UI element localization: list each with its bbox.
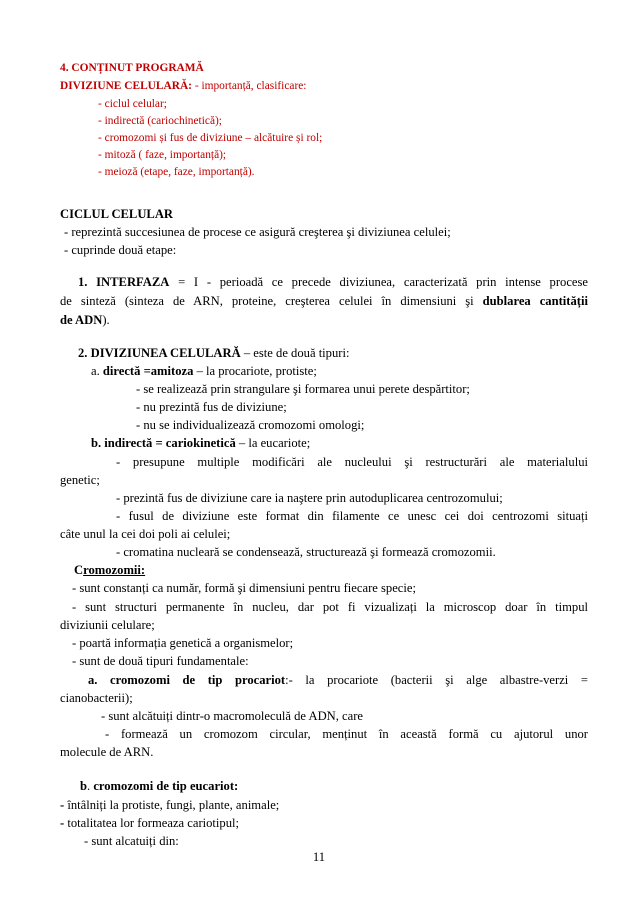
- toc-item: - meioză (etape, faze, importanță).: [98, 166, 255, 178]
- division-b-item: - prezintă fus de diviziune care ia naştere prin autoduplicarea centrozomului;: [116, 491, 503, 505]
- division-text: – este de două tipuri:: [240, 346, 350, 360]
- interphase-line-1: [78, 274, 588, 290]
- chromosomes-b-dash: -: [60, 798, 68, 812]
- chromosomes-a-label: a. cromozomi de tip procariot: [88, 673, 286, 687]
- chromosomes-line: - sunt de două tipuri fundamentale:: [72, 654, 249, 668]
- division-a-dot: .: [96, 364, 103, 378]
- chromosomes-b-label: cromozomi de tip eucariot:: [93, 779, 239, 793]
- toc-item: - cromozomi și fus de diviziune – alcătuire și rol;: [98, 132, 323, 144]
- division-b-item: - presupune multiple modificări ale nucleului şi restructurări ale materialului: [116, 455, 588, 469]
- cycle-line: - reprezintă succesiunea de procese ce asigură creşterea şi diviziunea celulei;: [64, 225, 451, 239]
- chromosomes-title-rest: romozomii:: [83, 563, 146, 577]
- toc-item: - ciclul celular;: [98, 98, 167, 110]
- interphase-text: ).: [102, 313, 110, 327]
- chromosomes-a-text: :- la procariote (bacterii şi alge albastre-verzi =: [285, 673, 588, 687]
- chromosomes-b: [80, 778, 608, 794]
- interphase-text: de sinteză (sinteza de ARN, proteine, creşterea celulei în dimensiuni şi: [60, 294, 483, 308]
- division-b-text: – la eucariote;: [235, 436, 311, 450]
- toc-item: - mitoză ( faze, importanță);: [98, 149, 227, 161]
- chromosomes-title: [74, 562, 602, 578]
- division-a: [91, 363, 619, 379]
- division-a-text: – la procariote, protiste;: [193, 364, 317, 378]
- chromosomes-b-item: [60, 815, 588, 831]
- division-b-label: b. indirectă = cariokinetică: [91, 436, 236, 450]
- chromosomes-b-text: întâlniți la protiste, fungi, plante, animale;: [67, 798, 280, 812]
- division-b-item: câte unul la cei doi poli ai celulei;: [60, 527, 231, 541]
- division-a-item: - nu se individualizează cromozomi omologi;: [136, 418, 365, 432]
- chromosomes-title-first: C: [74, 563, 84, 577]
- division-a-item: - nu prezintă fus de diviziune;: [136, 400, 287, 414]
- chromosomes-b-item: [60, 797, 588, 813]
- division-title: [78, 345, 606, 361]
- interphase-line-3: [60, 312, 588, 328]
- toc-subheading-bold: DIVIZIUNE CELULARĂ:: [60, 80, 192, 92]
- chromosomes-b-dash: -: [60, 816, 68, 830]
- cycle-title: CICLUL CELULAR: [60, 207, 174, 221]
- chromosomes-a-item: - sunt alcătuiți dintr-o macromoleculă de ADN, care: [101, 709, 364, 723]
- division-b-item: genetic;: [60, 473, 100, 487]
- chromosomes-b-item: - sunt alcatuiți din:: [84, 834, 179, 848]
- chromosomes-a-item: - formează un cromozom circular, menținut în această formă cu ajutorul unor: [105, 727, 588, 741]
- chromosomes-a: [88, 672, 588, 688]
- chromosomes-line: - poartă informația genetică a organismelor;: [72, 636, 294, 650]
- interphase-bold: de ADN: [60, 313, 103, 327]
- page-number: 11: [312, 850, 326, 864]
- chromosomes-line: diviziunii celulare;: [60, 618, 155, 632]
- interphase-text: = I - perioadă ce precede diviziunea, caracterizată prin intense procese: [169, 275, 589, 289]
- chromosomes-b-text: totalitatea lor formeaza cariotipul;: [67, 816, 240, 830]
- division-b-item: - cromatina nucleară se condensează, structurează şi formează cromozomii.: [116, 545, 496, 559]
- chromosomes-line: - sunt constanți ca număr, formă şi dimensiuni pentru fiecare specie;: [72, 581, 416, 595]
- chromosomes-a-line: cianobacterii);: [60, 691, 133, 705]
- chromosomes-line: - sunt structuri permanente în nucleu, dar pot fi vizualizați la microscop doar în timpul: [72, 600, 588, 614]
- program-heading: 4. CONȚINUT PROGRAMĂ: [60, 62, 204, 74]
- division-b: [91, 435, 619, 451]
- division-a-item: - se realizează prin strangulare şi formarea unui perete despărtitor;: [136, 382, 470, 396]
- chromosomes-a-item: molecule de ARN.: [60, 745, 154, 759]
- chromosomes-b-dot: .: [87, 779, 94, 793]
- toc-subheading: [60, 78, 588, 94]
- interphase-line-2: [60, 293, 588, 309]
- interphase-label: 1. INTERFAZA: [78, 275, 170, 289]
- division-a-label: directă =amitoza: [102, 364, 194, 378]
- cycle-line: - cuprinde două etape:: [64, 243, 177, 257]
- toc-subheading-rest: - importanță, clasificare:: [191, 80, 307, 92]
- division-label: 2. DIVIZIUNEA CELULARĂ: [78, 346, 241, 360]
- toc-item: - indirectă (cariochinetică);: [98, 115, 222, 127]
- chromosomes-b-letter: b: [80, 779, 88, 793]
- division-b-item: - fusul de diviziune este format din filamente ce unesc cei doi centrozomi situați: [116, 509, 588, 523]
- division-a-letter: a: [91, 364, 97, 378]
- interphase-bold: dublarea cantității: [482, 294, 588, 308]
